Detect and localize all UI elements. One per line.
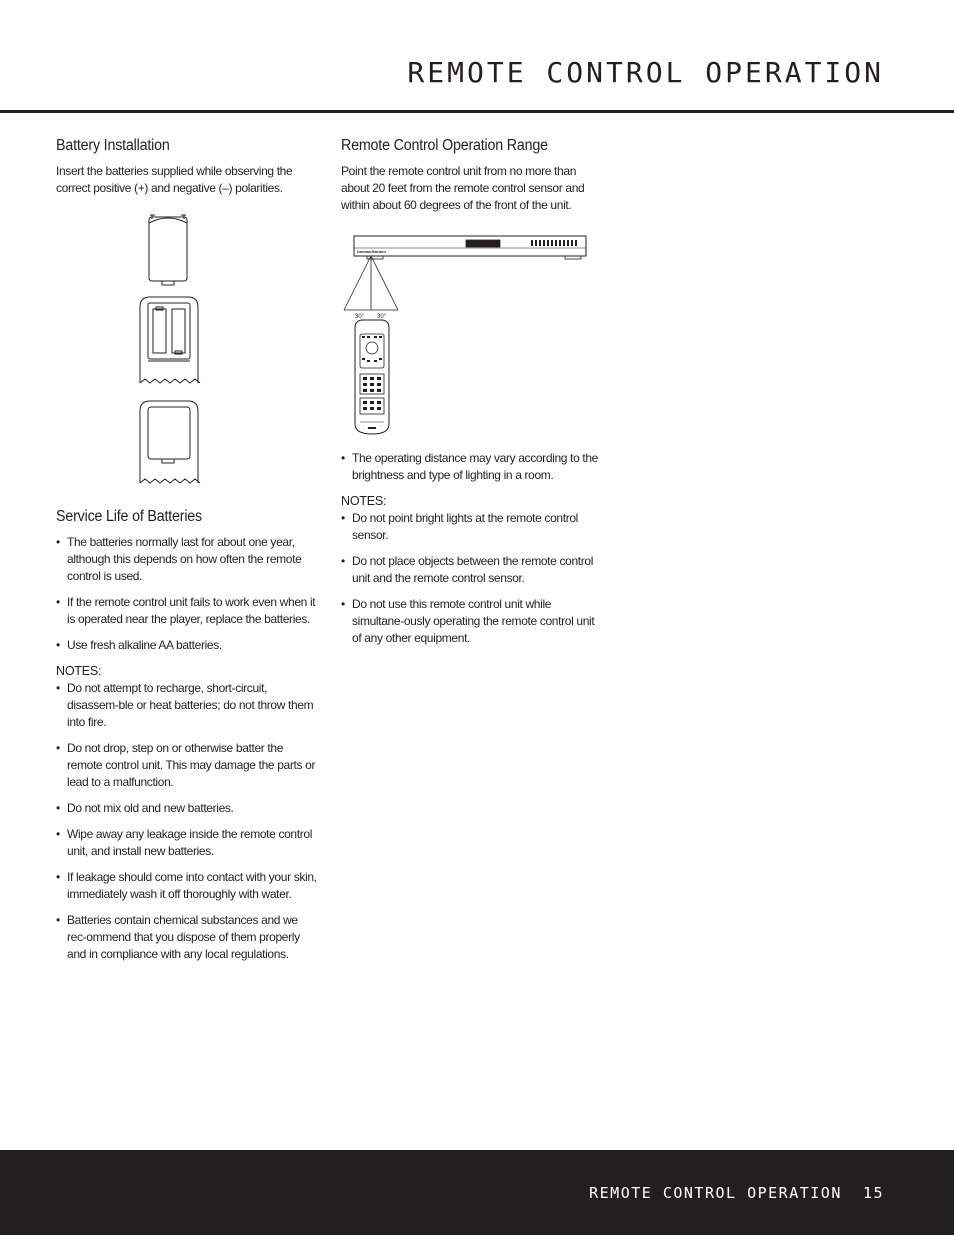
list-item: • Wipe away any leakage inside the remote control unit, and install new batteries. bbox=[56, 826, 318, 860]
operation-range-list bbox=[341, 450, 603, 484]
list-item: • Do not attempt to recharge, short-circuit, disassem-ble or heat batteries; do not throw them into fire. bbox=[56, 680, 318, 731]
list-item: • The operating distance may vary according to the brightness and type of lighting in a room. bbox=[341, 450, 603, 484]
middle-column bbox=[341, 136, 603, 656]
service-life-list bbox=[56, 534, 318, 654]
brand-logo: harman/kardon bbox=[357, 249, 386, 254]
angle-label-right: 30° bbox=[377, 314, 387, 320]
battery-installation-heading: Battery Installation bbox=[56, 137, 170, 154]
operation-range-text: Point the remote control unit from no more than about 20 feet from the remote control sensor and within about 60 degrees of the front of the unit. bbox=[341, 164, 585, 212]
range-notes-list bbox=[341, 510, 603, 647]
operation-range-heading: Remote Control Operation Range bbox=[341, 137, 548, 154]
list-item: • If the remote control unit fails to work even when it is operated near the player, replace the batteries. bbox=[56, 594, 318, 628]
page-footer bbox=[0, 1150, 954, 1235]
header-rule bbox=[0, 110, 954, 113]
list-item: • Do not drop, step on or otherwise batter the remote control unit. This may damage the parts or lead to a malfunction. bbox=[56, 740, 318, 791]
list-item: • Do not point bright lights at the remote control sensor. bbox=[341, 510, 603, 544]
list-item: • Do not mix old and new batteries. bbox=[56, 800, 318, 817]
list-item: • The batteries normally last for about one year, although this depends on how often the remote control is used. bbox=[56, 534, 318, 585]
range-notes-label: NOTES: bbox=[341, 494, 387, 508]
operation-range-illustration bbox=[341, 232, 603, 442]
service-life-heading: Service Life of Batteries bbox=[56, 508, 203, 525]
left-column bbox=[56, 136, 318, 972]
list-item: • Do not place objects between the remote control unit and the remote control sensor. bbox=[341, 553, 603, 587]
battery-notes-list bbox=[56, 680, 318, 963]
page-number: 15 bbox=[862, 1184, 884, 1202]
list-item: • If leakage should come into contact with your skin, immediately wash it off thoroughly with water. bbox=[56, 869, 318, 903]
list-item: • Use fresh alkaline AA batteries. bbox=[56, 637, 318, 654]
battery-installation-illustration bbox=[56, 211, 318, 491]
angle-label-left: 30° bbox=[355, 314, 365, 320]
list-item: • Batteries contain chemical substances and we rec-ommend that you dispose of them properly and in compliance with any local regulations. bbox=[56, 912, 318, 963]
page-title: REMOTE CONTROL OPERATION bbox=[407, 56, 884, 89]
list-item: • Do not use this remote control unit while simultane-ously operating the remote control unit of any other equipment. bbox=[341, 596, 603, 647]
battery-notes-label: NOTES: bbox=[56, 664, 102, 678]
battery-installation-text: Insert the batteries supplied while observing the correct positive (+) and negative (–) polarities. bbox=[56, 164, 293, 195]
footer-label bbox=[589, 1184, 884, 1202]
footer-section-title: REMOTE CONTROL OPERATION bbox=[589, 1184, 842, 1202]
